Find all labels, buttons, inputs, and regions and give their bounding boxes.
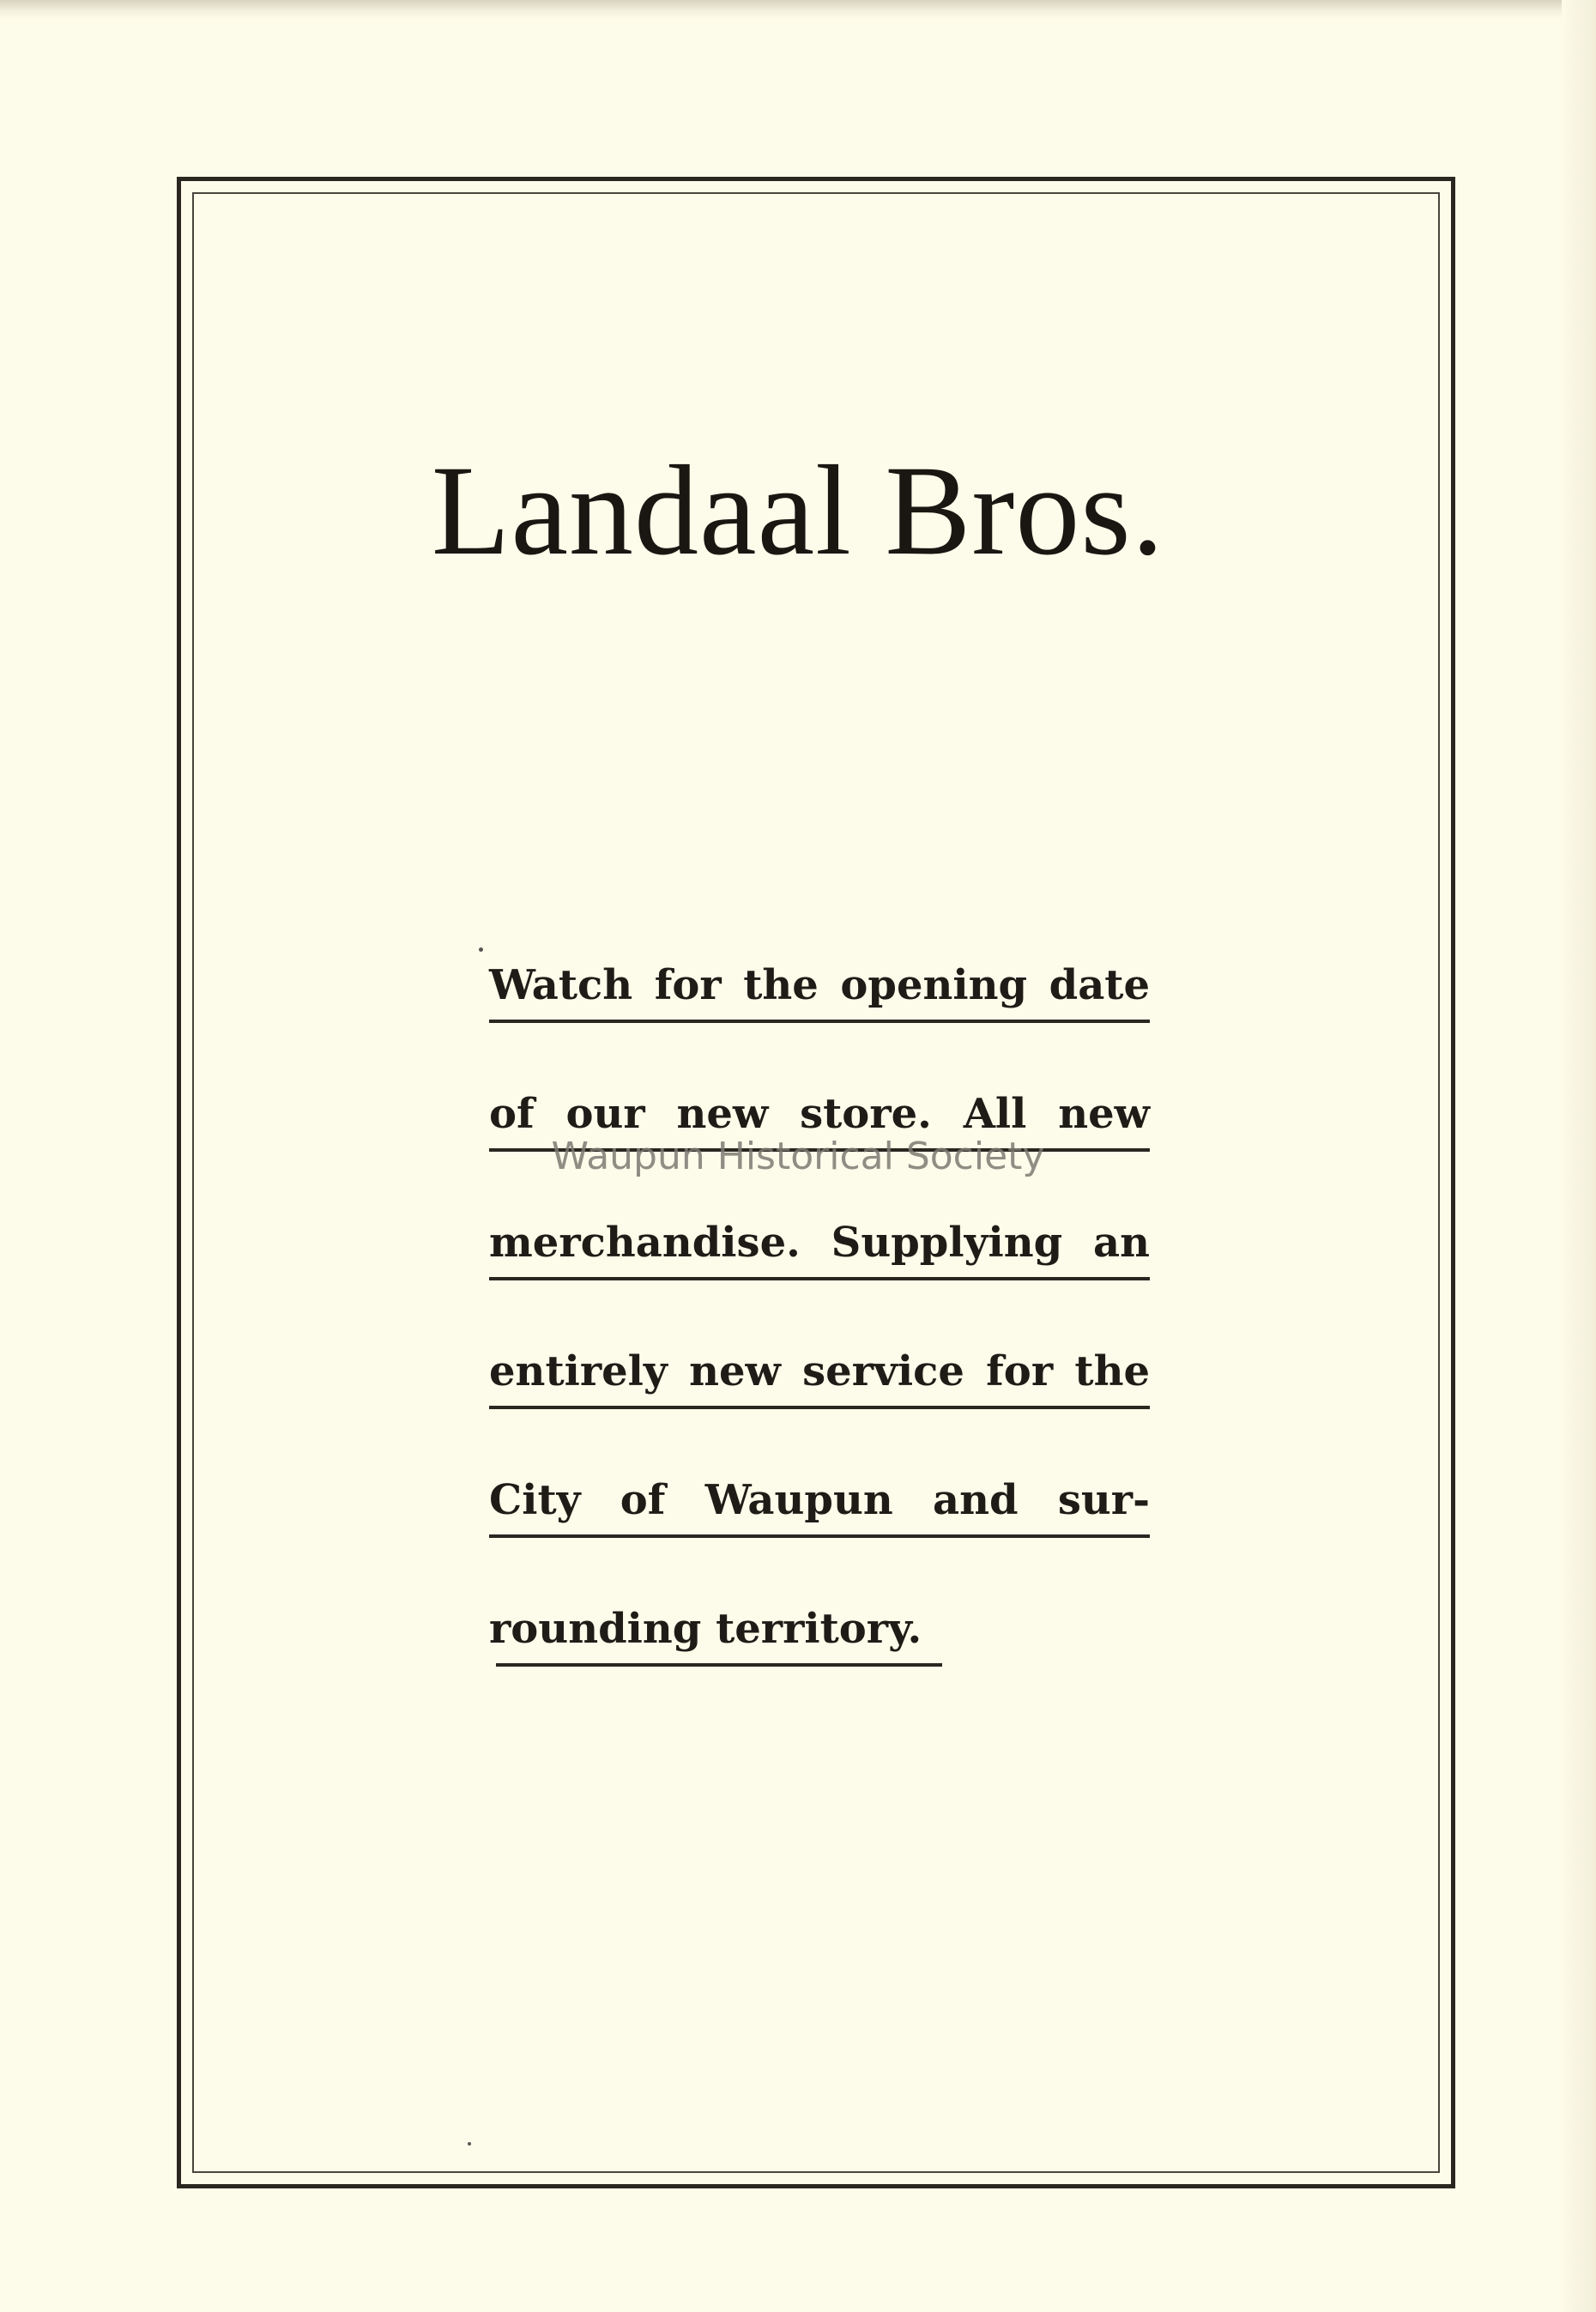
underline-rule-4 xyxy=(489,1406,1150,1409)
advertisement-body xyxy=(489,918,1150,1691)
text-line-3-content: merchandise. Supplying an xyxy=(489,1219,1150,1267)
text-line-6 xyxy=(489,1562,1150,1691)
text-line-4 xyxy=(489,1304,1150,1433)
text-line-6-content: rounding territory. xyxy=(489,1605,922,1653)
text-line-5-content: City of Waupun and sur- xyxy=(489,1476,1150,1524)
ink-speck xyxy=(468,2142,471,2146)
underline-rule-1 xyxy=(489,1020,1150,1023)
text-line-1-content: Watch for the opening date xyxy=(489,961,1150,1009)
text-line-3 xyxy=(489,1176,1150,1304)
page-right-shadow xyxy=(1562,0,1596,2312)
underline-rule-6 xyxy=(496,1663,942,1667)
underline-rule-5 xyxy=(489,1534,1150,1538)
page-top-edge xyxy=(0,0,1596,19)
page-title: Landaal Bros. xyxy=(431,439,1165,582)
underline-rule-3 xyxy=(489,1277,1150,1280)
text-line-1 xyxy=(489,918,1150,1047)
ink-speck xyxy=(479,947,483,952)
text-line-5 xyxy=(489,1433,1150,1562)
watermark-text: Waupun Historical Society xyxy=(551,1135,1045,1178)
text-line-4-content: entirely new service for the xyxy=(489,1347,1150,1395)
text-line-2-content: of our new store. All new xyxy=(489,1090,1150,1138)
